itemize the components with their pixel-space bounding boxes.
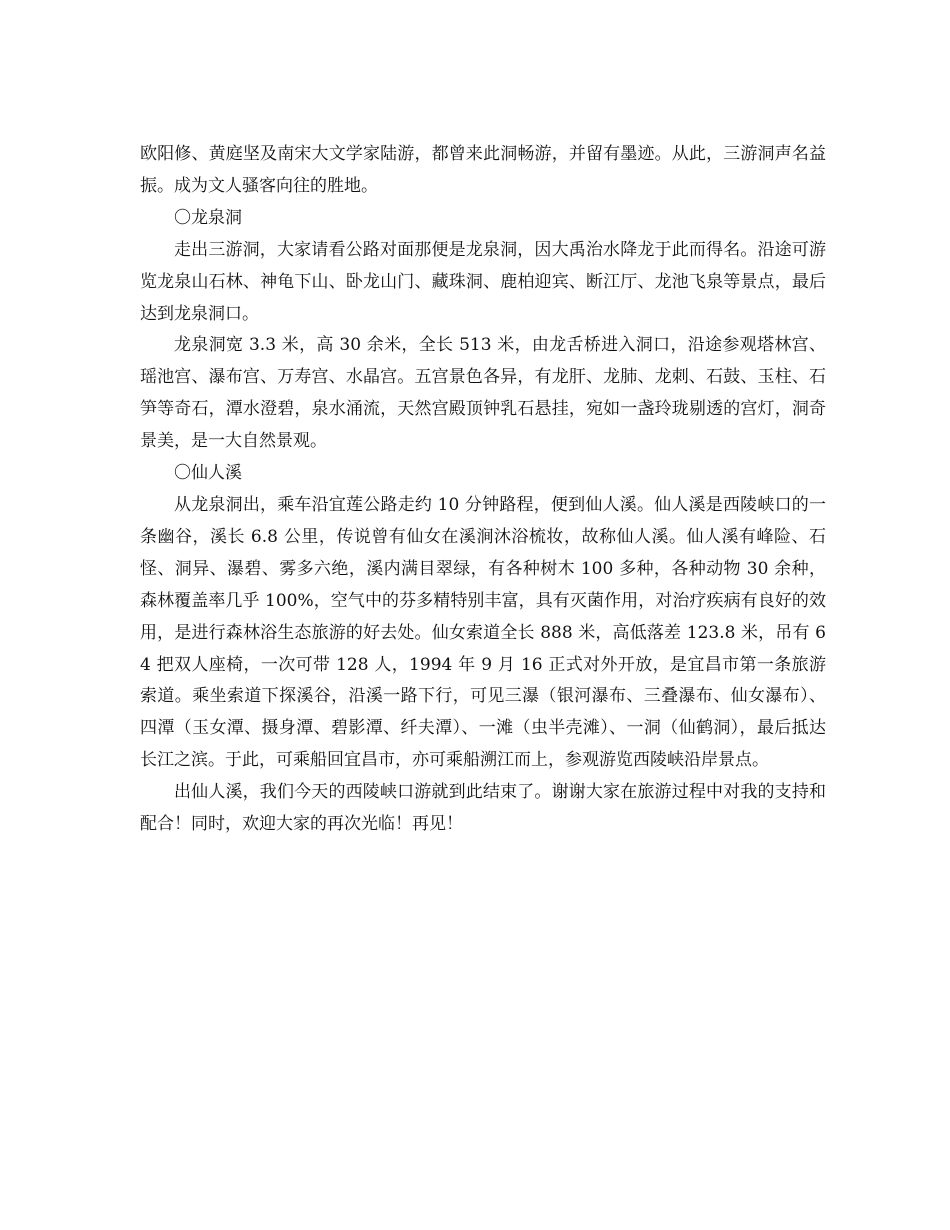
section-heading-xianren-creek: 〇仙人溪 bbox=[174, 463, 242, 484]
paragraph-closing: 出仙人溪，我们今天的西陵峡口游就到此结束了。谢谢大家在旅游过程中对我的支持和配合！同时，欢迎大家的再次光临！再见！ bbox=[140, 782, 826, 835]
paragraph-longquan-intro: 走出三游洞，大家请看公路对面那便是龙泉洞，因大禹治水降龙于此而得名。沿途可游览龙泉山石林、神龟下山、卧龙山门、藏珠洞、鹿柏迎宾、断江厅、龙池飞泉等景点，最后达到龙泉洞口。 bbox=[140, 239, 826, 324]
paragraph-sanyou-continued: 欧阳修、黄庭坚及南宋大文学家陆游，都曾来此洞畅游，并留有墨迹。从此，三游洞声名益振。成为文人骚客向往的胜地。 bbox=[140, 144, 826, 196]
paragraph-longquan-detail: 龙泉洞宽 3.3 米，高 30 余米，全长 513 米，由龙舌桥进入洞口，沿途参观塔林宫、瑶池宫、瀑布宫、万寿宫、水晶宫。五宫景色各异，有龙肝、龙肺、龙刺、石鼓、玉柱、石笋等奇石，潭水澄碧，泉水涌流，天然宫殿顶钟乳石悬挂，宛如一盏玲珑剔透的宫灯，洞奇景美，是一大自然景观。 bbox=[140, 335, 826, 452]
paragraph-xianren-detail: 从龙泉洞出，乘车沿宜莲公路走约 10 分钟路程，便到仙人溪。仙人溪是西陵峡口的一条幽谷，溪长 6.8 公里，传说曾有仙女在溪涧沐浴梳妆，故称仙人溪。仙人溪有峰险、石怪、洞异、瀑碧、雾多六绝，溪内满目翠绿，有各种树木 100 多种，各种动物 30 余种，森林覆盖率几乎 100%，空气中的芬多精特别丰富，具有灭菌作用，对治疗疾病有良好的效用，是进行森林浴生态旅游的好去处。仙女索道全长 888 米，高低落差 123.8 米，吊有 64 把双人座椅，一次可带 128 人，1994 年 9 月 16 正式对外开放，是宜昌市第一条旅游索道。乘坐索道下探溪谷，沿溪一路下行，可见三瀑（银河瀑布、三叠瀑布、仙女瀑布）、四潭（玉女潭、摄身潭、碧影潭、纤夫潭）、一滩（虫半壳滩）、一洞（仙鹤洞），最后抵达长江之滨。于此，可乘船回宜昌市，亦可乘船溯江而上，参观游览西陵峡沿岸景点。 bbox=[140, 494, 826, 771]
document-page bbox=[140, 139, 826, 841]
section-heading-longquan-cave: 〇龙泉洞 bbox=[174, 207, 242, 228]
